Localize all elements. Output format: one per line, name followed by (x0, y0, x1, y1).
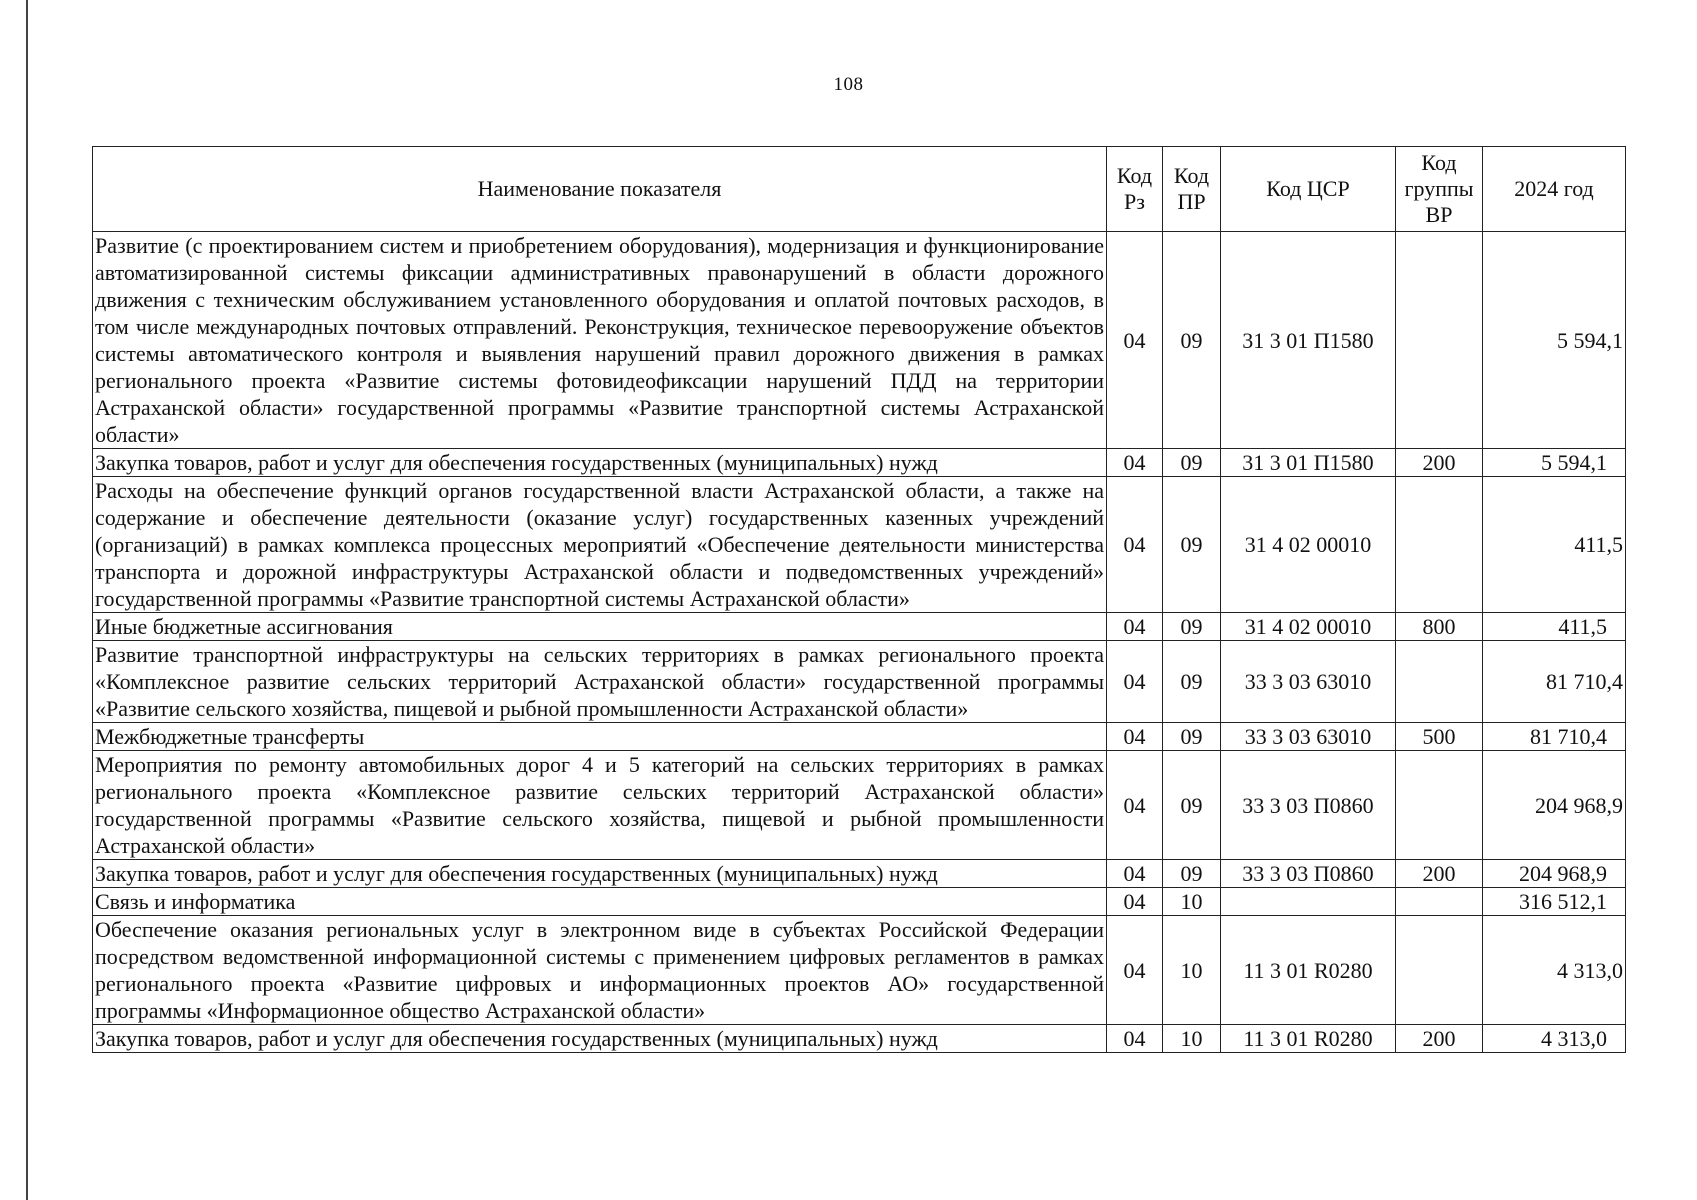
row-sum: 204 968,9 (1483, 860, 1626, 888)
row-pr: 10 (1163, 888, 1221, 916)
row-pr: 09 (1163, 723, 1221, 751)
row-csr (1221, 888, 1396, 916)
row-sum: 204 968,9 (1483, 751, 1626, 860)
row-rz: 04 (1107, 477, 1163, 613)
row-sum: 4 313,0 (1483, 1025, 1626, 1053)
row-name: Мероприятия по ремонту автомобильных дорог 4 и 5 категорий на сельских территориях в рамках регионального проекта «Комплексное развитие сельских территорий Астраханской области» государственной программы «Развитие сельского хозяйства, пищевой и рыбной промышленности Астраханской области» (93, 751, 1107, 860)
row-vr: 200 (1396, 449, 1483, 477)
header-name: Наименование показателя (93, 147, 1107, 232)
row-sum: 5 594,1 (1483, 449, 1626, 477)
row-vr (1396, 641, 1483, 723)
row-vr (1396, 232, 1483, 449)
row-name: Развитие транспортной инфраструктуры на сельских территориях в рамках регионального проекта «Комплексное развитие сельских территорий Астраханской области» государственной программы «Развитие сельского хозяйства, пищевой и рыбной промышленности Астраханской области» (93, 641, 1107, 723)
row-name: Закупка товаров, работ и услуг для обеспечения государственных (муниципальных) нужд (93, 1025, 1107, 1053)
row-sum: 411,5 (1483, 613, 1626, 641)
table-row (93, 477, 1626, 613)
row-csr: 11 3 01 R0280 (1221, 916, 1396, 1025)
table-row (93, 613, 1626, 641)
table-row (93, 888, 1626, 916)
row-csr: 31 3 01 П1580 (1221, 449, 1396, 477)
row-rz: 04 (1107, 751, 1163, 860)
row-sum: 81 710,4 (1483, 641, 1626, 723)
row-sum: 411,5 (1483, 477, 1626, 613)
row-pr: 09 (1163, 860, 1221, 888)
table-row (93, 860, 1626, 888)
row-vr: 800 (1396, 613, 1483, 641)
row-sum: 4 313,0 (1483, 916, 1626, 1025)
row-csr: 31 3 01 П1580 (1221, 232, 1396, 449)
row-rz: 04 (1107, 916, 1163, 1025)
row-name: Межбюджетные трансферты (93, 723, 1107, 751)
row-csr: 11 3 01 R0280 (1221, 1025, 1396, 1053)
row-vr: 200 (1396, 860, 1483, 888)
page-number: 108 (833, 74, 864, 95)
table-row (93, 1025, 1626, 1053)
table-row (93, 232, 1626, 449)
row-vr (1396, 916, 1483, 1025)
row-name: Расходы на обеспечение функций органов государственной власти Астраханской области, а также на содержание и обеспечение деятельности (оказание услуг) государственных казенных учреждений (организаций) в рамках комплекса процессных мероприятий «Обеспечение деятельности министерства транспорта и дорожной инфраструктуры Астраханской области и подведомственных учреждений» государственной программы «Развитие транспортной системы Астраханской области» (93, 477, 1107, 613)
row-csr: 33 3 03 П0860 (1221, 860, 1396, 888)
row-name: Закупка товаров, работ и услуг для обеспечения государственных (муниципальных) нужд (93, 860, 1107, 888)
row-name: Развитие (с проектированием систем и приобретением оборудования), модернизация и функционирование автоматизированной системы фиксации административных правонарушений в области дорожного движения с техническим обслуживанием установленного оборудования и оплатой почтовых расходов, в том числе международных почтовых отправлений. Реконструкция, техническое перевооружение объектов системы автоматического контроля и выявления нарушений правил дорожного движения в рамках регионального проекта «Развитие системы фотовидеофиксации нарушений ПДД на территории Астраханской области» государственной программы «Развитие транспортной системы Астраханской области» (93, 232, 1107, 449)
row-pr: 09 (1163, 477, 1221, 613)
row-csr: 33 3 03 П0860 (1221, 751, 1396, 860)
table-row (93, 751, 1626, 860)
header-rz: Код Рз (1107, 147, 1163, 232)
row-vr (1396, 751, 1483, 860)
row-pr: 10 (1163, 1025, 1221, 1053)
table-row (93, 641, 1626, 723)
row-rz: 04 (1107, 1025, 1163, 1053)
row-pr: 10 (1163, 916, 1221, 1025)
row-rz: 04 (1107, 723, 1163, 751)
row-vr (1396, 888, 1483, 916)
row-csr: 31 4 02 00010 (1221, 477, 1396, 613)
header-vr: Код группы ВР (1396, 147, 1483, 232)
row-sum: 5 594,1 (1483, 232, 1626, 449)
row-name: Иные бюджетные ассигнования (93, 613, 1107, 641)
table-row (93, 723, 1626, 751)
row-name: Связь и информатика (93, 888, 1107, 916)
budget-table (92, 146, 1626, 1053)
row-rz: 04 (1107, 888, 1163, 916)
row-name: Обеспечение оказания региональных услуг в электронном виде в субъектах Российской Федерации посредством ведомственной информационной системы с применением цифровых регламентов в рамках регионального проекта «Развитие цифровых и информационных проектов АО» государственной программы «Информационное общество Астраханской области» (93, 916, 1107, 1025)
table-row (93, 916, 1626, 1025)
row-vr (1396, 477, 1483, 613)
row-pr: 09 (1163, 641, 1221, 723)
row-pr: 09 (1163, 449, 1221, 477)
table-header (93, 147, 1626, 232)
row-rz: 04 (1107, 860, 1163, 888)
row-rz: 04 (1107, 232, 1163, 449)
table-body (93, 232, 1626, 1053)
row-vr: 200 (1396, 1025, 1483, 1053)
header-sum: 2024 год (1483, 147, 1626, 232)
row-rz: 04 (1107, 613, 1163, 641)
row-rz: 04 (1107, 641, 1163, 723)
row-vr: 500 (1396, 723, 1483, 751)
row-pr: 09 (1163, 751, 1221, 860)
row-sum: 81 710,4 (1483, 723, 1626, 751)
table-row (93, 449, 1626, 477)
row-pr: 09 (1163, 613, 1221, 641)
row-rz: 04 (1107, 449, 1163, 477)
header-csr: Код ЦСР (1221, 147, 1396, 232)
row-csr: 33 3 03 63010 (1221, 723, 1396, 751)
row-csr: 33 3 03 63010 (1221, 641, 1396, 723)
header-pr: Код ПР (1163, 147, 1221, 232)
row-pr: 09 (1163, 232, 1221, 449)
row-csr: 31 4 02 00010 (1221, 613, 1396, 641)
row-sum: 316 512,1 (1483, 888, 1626, 916)
row-name: Закупка товаров, работ и услуг для обеспечения государственных (муниципальных) нужд (93, 449, 1107, 477)
header-row (93, 147, 1626, 232)
scan-edge-line (26, 0, 28, 1200)
